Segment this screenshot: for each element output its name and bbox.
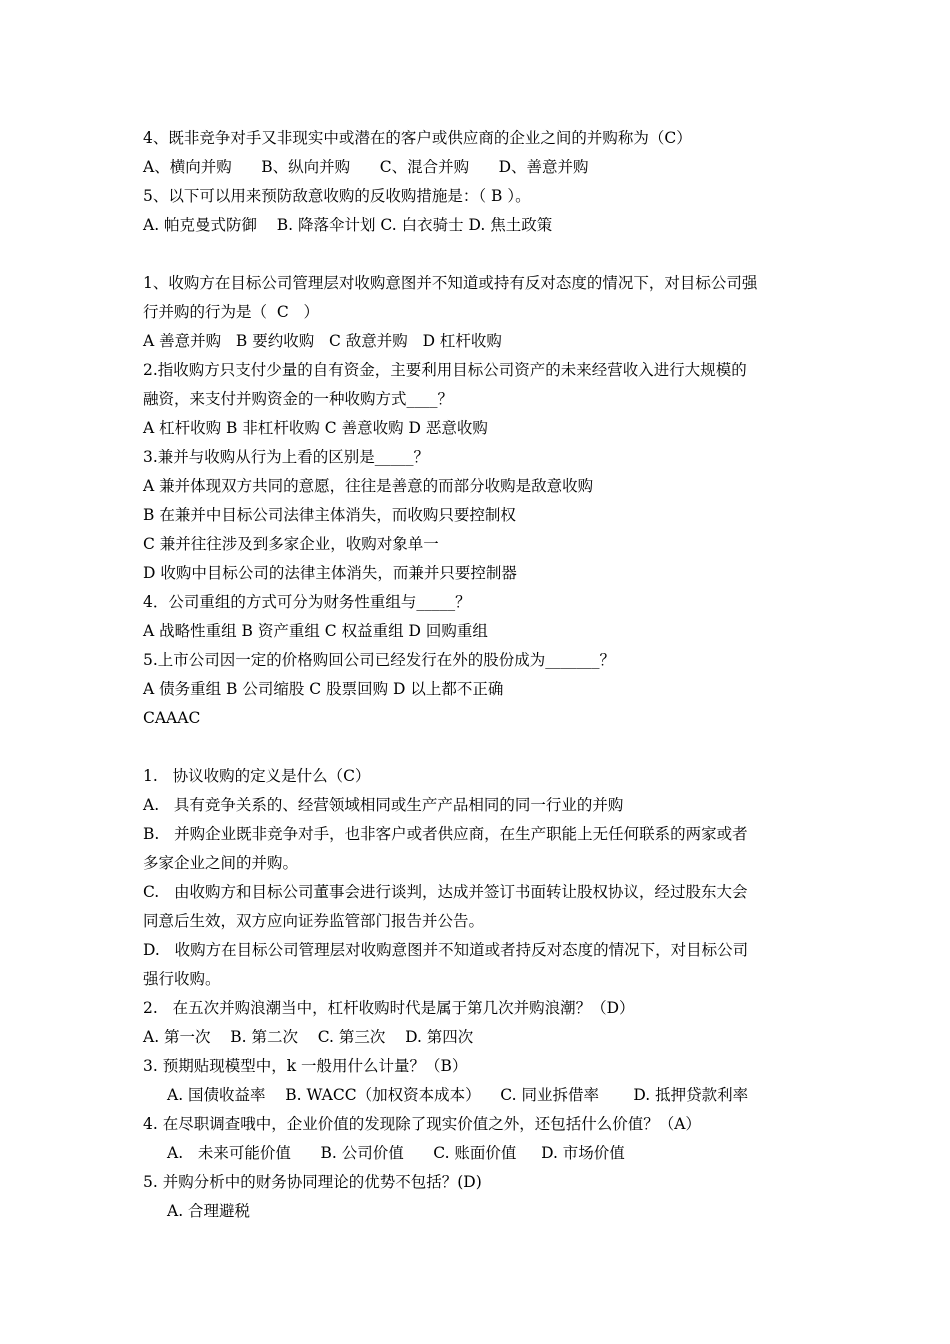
question-3-option-b: B 在兼并中目标公司法律主体消失，而收购只要控制权	[143, 506, 516, 524]
blank-line	[143, 733, 823, 762]
question-5-buyback: 5.上市公司因一定的价格购回公司已经发行在外的股份成为_______？	[143, 651, 616, 669]
question-4-due-diligence: 4. 在尽职调查哦中，企业价值的发现除了现实价值之外，还包括什么价值？（A）	[143, 1115, 701, 1133]
document-body	[143, 124, 823, 1226]
question-1-agreement-acquisition: 1. 协议收购的定义是什么（C）	[143, 767, 371, 785]
question-1-option-d-line1: D. 收购方在目标公司管理层对收购意图并不知道或者持反对态度的情况下，对目标公司	[143, 941, 749, 959]
question-5-financial-synergy: 5. 并购分析中的财务协同理论的优势不包括？(D)	[143, 1173, 482, 1191]
question-3-option-d: D 收购中目标公司的法律主体消失，而兼并只要控制器	[143, 564, 517, 582]
question-4-options: A、横向并购 B、纵向并购 C、混合并购 D、善意并购	[143, 158, 589, 176]
question-1-option-b-line1: B. 并购企业既非竞争对手，也非客户或者供应商，在生产职能上无任何联系的两家或者	[143, 825, 748, 843]
question-3-merger-vs-acquisition: 3.兼并与收购从行为上看的区别是_____？	[143, 448, 430, 466]
question-4-due-diligence-options: A. 未来可能价值 B. 公司价值 C. 账面价值 D. 市场价值	[167, 1144, 625, 1162]
question-1-option-d-line2: 强行收购。	[143, 970, 221, 988]
question-3-discount-model: 3. 预期贴现模型中，k 一般用什么计量？（B）	[143, 1057, 468, 1075]
question-2-lbo-line1: 2.指收购方只支付少量的自有资金，主要利用目标公司资产的未来经营收入进行大规模的	[143, 361, 747, 379]
question-2-waves-options: A. 第一次 B. 第二次 C. 第三次 D. 第四次	[143, 1028, 474, 1046]
question-4-merger-type: 4、既非竞争对手又非现实中或潜在的客户或供应商的企业之间的并购称为（C）	[143, 129, 692, 147]
question-1-hostile-line1: 1、收购方在目标公司管理层对收购意图并不知道或持有反对态度的情况下，对目标公司强	[143, 274, 758, 292]
question-1-options: A 善意并购 B 要约收购 C 敌意并购 D 杠杆收购	[143, 332, 502, 350]
question-4-restructuring-options: A 战略性重组 B 资产重组 C 权益重组 D 回购重组	[143, 622, 488, 640]
question-1-option-b-line2: 多家企业之间的并购。	[143, 854, 299, 872]
question-1-option-c-line2: 同意后生效，双方应向证券监管部门报告并公告。	[143, 912, 485, 930]
question-2-merger-waves: 2. 在五次并购浪潮当中，杠杆收购时代是属于第几次并购浪潮？（D）	[143, 999, 635, 1017]
question-2-lbo-line2: 融资，来支付并购资金的一种收购方式____？	[143, 390, 454, 408]
question-5-option-a: A. 合理避税	[167, 1202, 251, 1220]
question-4-restructuring: 4．公司重组的方式可分为财务性重组与_____？	[143, 593, 471, 611]
question-2-options: A 杠杆收购 B 非杠杆收购 C 善意收购 D 恶意收购	[143, 419, 488, 437]
question-5-options: A. 帕克曼式防御 B. 降落伞计划 C. 白衣骑士 D. 焦土政策	[143, 216, 553, 234]
question-1-option-a: A. 具有竞争关系的、经营领域相同或生产产品相同的同一行业的并购	[143, 796, 624, 814]
question-5-anti-takeover: 5、以下可以用来预防敌意收购的反收购措施是：（ B ）。	[143, 187, 531, 205]
answer-key: CAAAC	[143, 709, 201, 727]
question-1-hostile-line2: 行并购的行为是（ C ）	[143, 303, 319, 321]
question-3-option-c: C 兼并往往涉及到多家企业，收购对象单一	[143, 535, 439, 553]
question-3-option-a: A 兼并体现双方共同的意愿，往往是善意的而部分收购是敌意收购	[143, 477, 594, 495]
question-5-buyback-options: A 债务重组 B 公司缩股 C 股票回购 D 以上都不正确	[143, 680, 504, 698]
blank-line	[143, 240, 823, 269]
question-3-discount-options: A. 国债收益率 B. WACC（加权资本成本） C. 同业拆借率 D. 抵押贷款利率	[167, 1086, 749, 1104]
question-1-option-c-line1: C. 由收购方和目标公司董事会进行谈判，达成并签订书面转让股权协议，经过股东大会	[143, 883, 748, 901]
